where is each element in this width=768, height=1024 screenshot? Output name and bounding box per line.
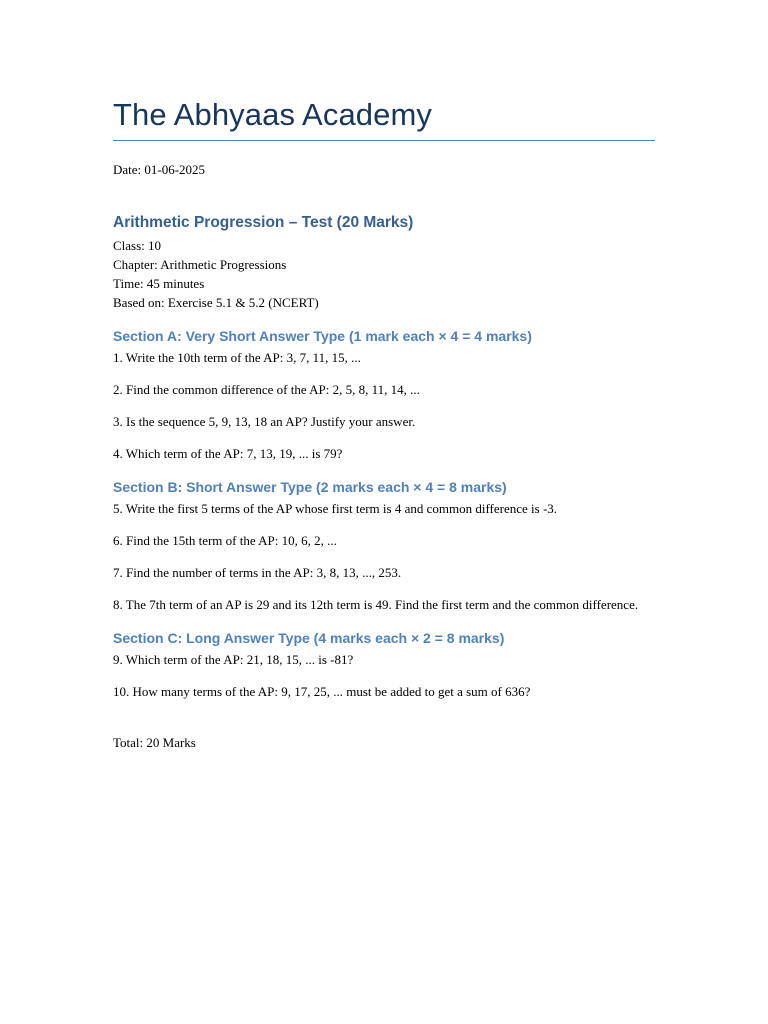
document-title: The Abhyaas Academy [113,96,655,141]
question-9: 9. Which term of the AP: 21, 18, 15, ... is -81? [113,652,354,667]
meta-based-on: Based on: Exercise 5.1 & 5.2 (NCERT) [113,295,319,310]
test-heading: Arithmetic Progression – Test (20 Marks) [113,214,414,231]
section-a [113,327,655,463]
question-5: 5. Write the first 5 terms of the AP whose first term is 4 and common difference is -3. [113,501,558,516]
question-7: 7. Find the number of terms in the AP: 3, 8, 13, ..., 253. [113,565,402,580]
meta-time: Time: 45 minutes [113,276,205,291]
question-10: 10. How many terms of the AP: 9, 17, 25, ... must be added to get a sum of 636? [113,684,531,699]
question-6: 6. Find the 15th term of the AP: 10, 6, 2, ... [113,533,337,548]
question-2: 2. Find the common difference of the AP: 2, 5, 8, 11, 14, ... [113,382,420,397]
test-meta [113,236,655,312]
section-c-heading: Section C: Long Answer Type (4 marks each × 2 = 8 marks) [113,630,505,646]
section-b [113,478,655,614]
question-8: 8. The 7th term of an AP is 29 and its 12th term is 49. Find the first term and the common difference. [113,597,639,612]
section-a-heading: Section A: Very Short Answer Type (1 mark each × 4 = 4 marks) [113,328,532,344]
meta-class: Class: 10 [113,238,162,253]
question-4: 4. Which term of the AP: 7, 13, 19, ... is 79? [113,446,343,461]
question-3: 3. Is the sequence 5, 9, 13, 18 an AP? Justify your answer. [113,414,416,429]
test-date: Date: 01-06-2025 [113,162,206,177]
meta-chapter: Chapter: Arithmetic Progressions [113,257,287,272]
section-c [113,629,655,701]
question-1: 1. Write the 10th term of the AP: 3, 7, 11, 15, ... [113,350,361,365]
section-b-heading: Section B: Short Answer Type (2 marks each × 4 = 8 marks) [113,479,507,495]
total-marks: Total: 20 Marks [113,735,196,750]
